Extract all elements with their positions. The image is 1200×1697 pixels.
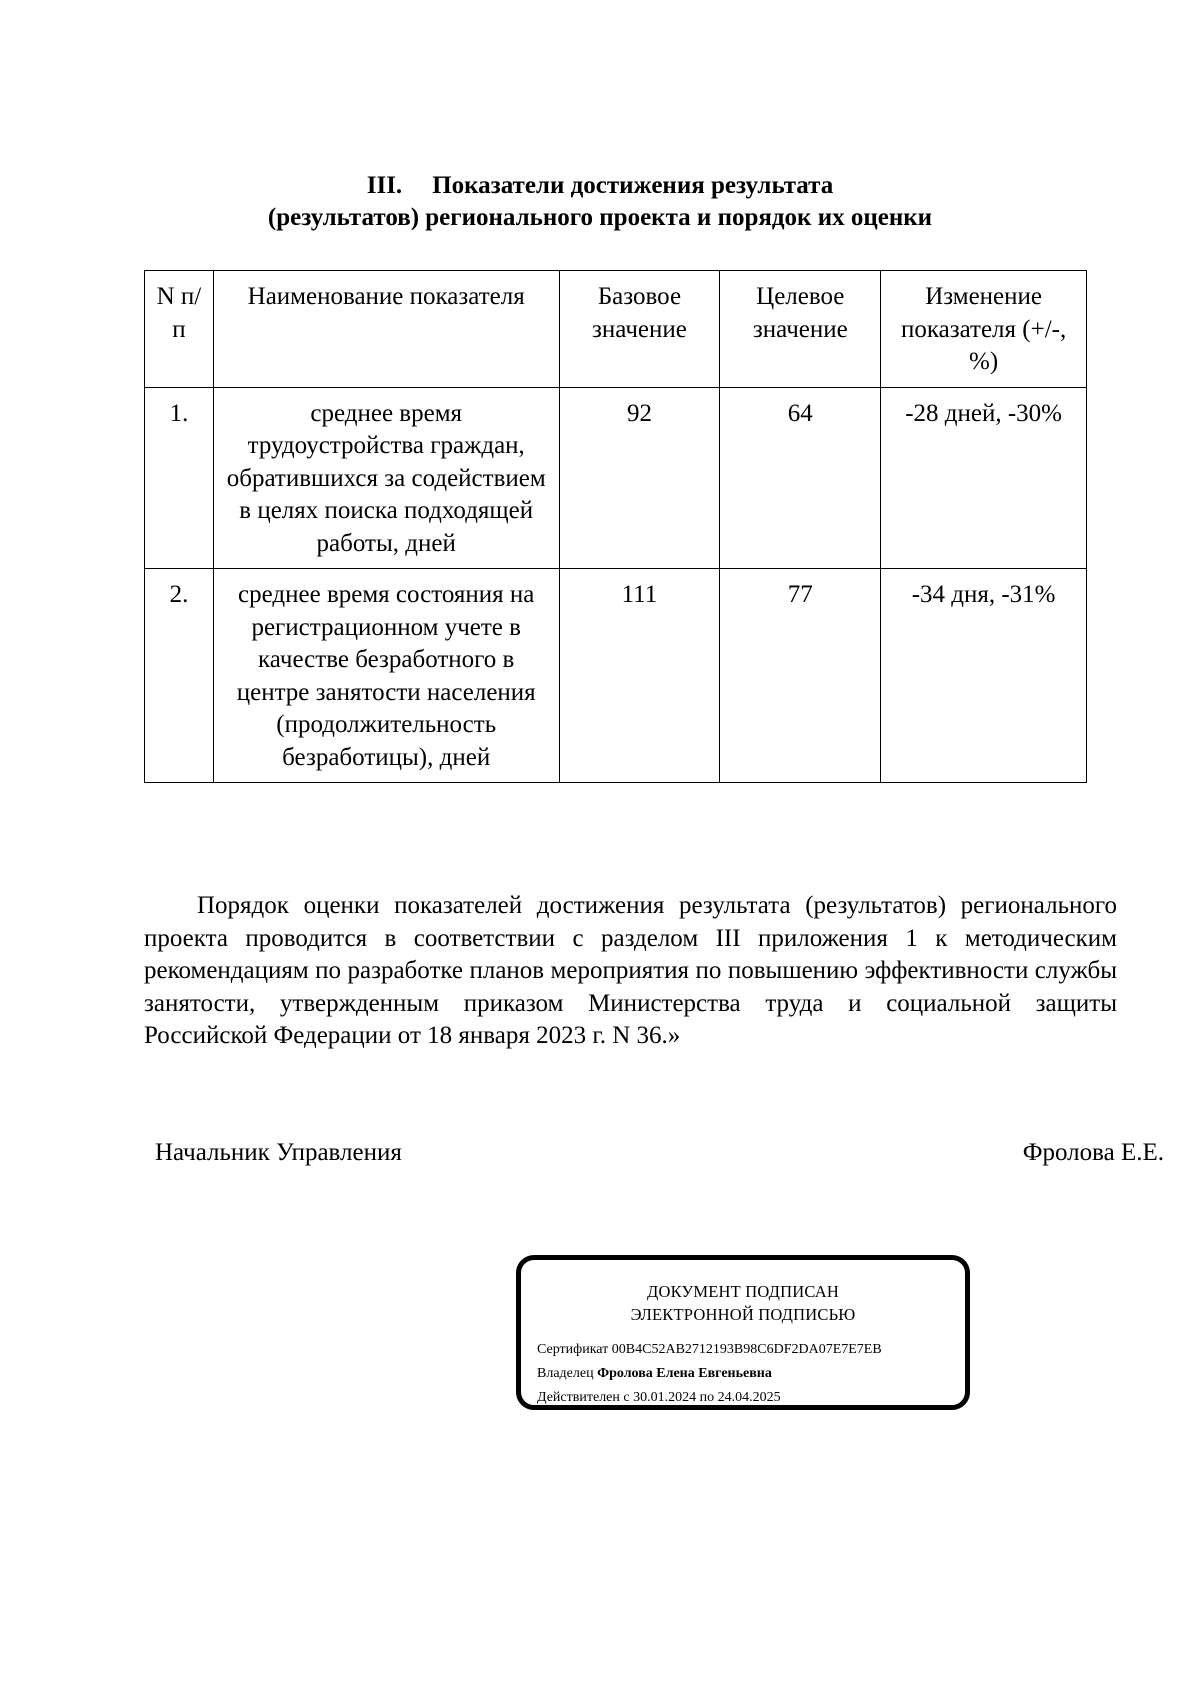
header-indicator-name: Наименование показателя [213,271,559,388]
stamp-valid-label: Действителен с [537,1390,630,1405]
row-base-value: 92 [559,387,720,569]
table-row [145,569,1087,783]
stamp-heading [521,1280,965,1326]
stamp-valid-to-label: по [699,1390,715,1405]
row-target-value: 77 [720,569,881,783]
header-base-value: Базовое значение [559,271,720,388]
section-heading-line1 [0,170,1200,202]
stamp-certificate [537,1342,882,1358]
stamp-validity [537,1390,781,1406]
stamp-certificate-value: 00B4C52AB2712193B98C6DF2DA07E7E7EB [611,1342,882,1357]
section-heading [0,170,1200,234]
stamp-heading-line1: ДОКУМЕНТ ПОДПИСАН [647,1282,839,1301]
header-change: Изменение показателя (+/-, %) [881,271,1087,388]
signatory-position: Начальник Управления [155,1139,402,1166]
stamp-owner [537,1366,772,1382]
stamp-valid-to: 24.04.2025 [717,1390,781,1405]
row-number: 2. [145,569,214,783]
section-number: III. [366,172,403,199]
section-title-line1: Показатели достижения результата [432,172,834,199]
row-indicator-name: среднее время состояния на регистрационном учете в качестве безработного в центре занятости населения (продолжительность безработицы), дней [213,569,559,783]
stamp-valid-from: 30.01.2024 [633,1390,697,1405]
row-change: -34 дня, -31% [881,569,1087,783]
header-target-value: Целевое значение [720,271,881,388]
stamp-heading-line2: ЭЛЕКТРОННОЙ ПОДПИСЬЮ [630,1305,856,1324]
signatory-name: Фролова Е.Е. [1022,1139,1164,1166]
section-title-line2: (результатов) регионального проекта и порядок их оценки [267,204,933,231]
row-number: 1. [145,387,214,569]
electronic-signature-stamp [516,1255,970,1410]
row-target-value: 64 [720,387,881,569]
stamp-owner-value: Фролова Елена Евгеньевна [597,1366,772,1381]
table-header-row [145,271,1087,388]
evaluation-paragraph: Порядок оценки показателей достижения результата (результатов) регионального проекта проводится в соответствии с разделом III приложения 1 к методическим рекомендациям по разработке планов мероприятия по повышению эффективности службы занятости, утвержденным приказом Министерства труда и социальной защиты Российской Федерации от 18 января 2023 г. N 36.» [144,892,1117,1049]
header-number: N п/п [145,271,214,388]
indicators-table [144,270,1087,783]
row-base-value: 111 [559,569,720,783]
stamp-certificate-label: Сертификат [537,1342,609,1357]
table-row [145,387,1087,569]
row-indicator-name: среднее время трудоустройства граждан, обратившихся за содействием в целях поиска подходящей работы, дней [213,387,559,569]
row-change: -28 дней, -30% [881,387,1087,569]
stamp-owner-label: Владелец [537,1366,594,1381]
